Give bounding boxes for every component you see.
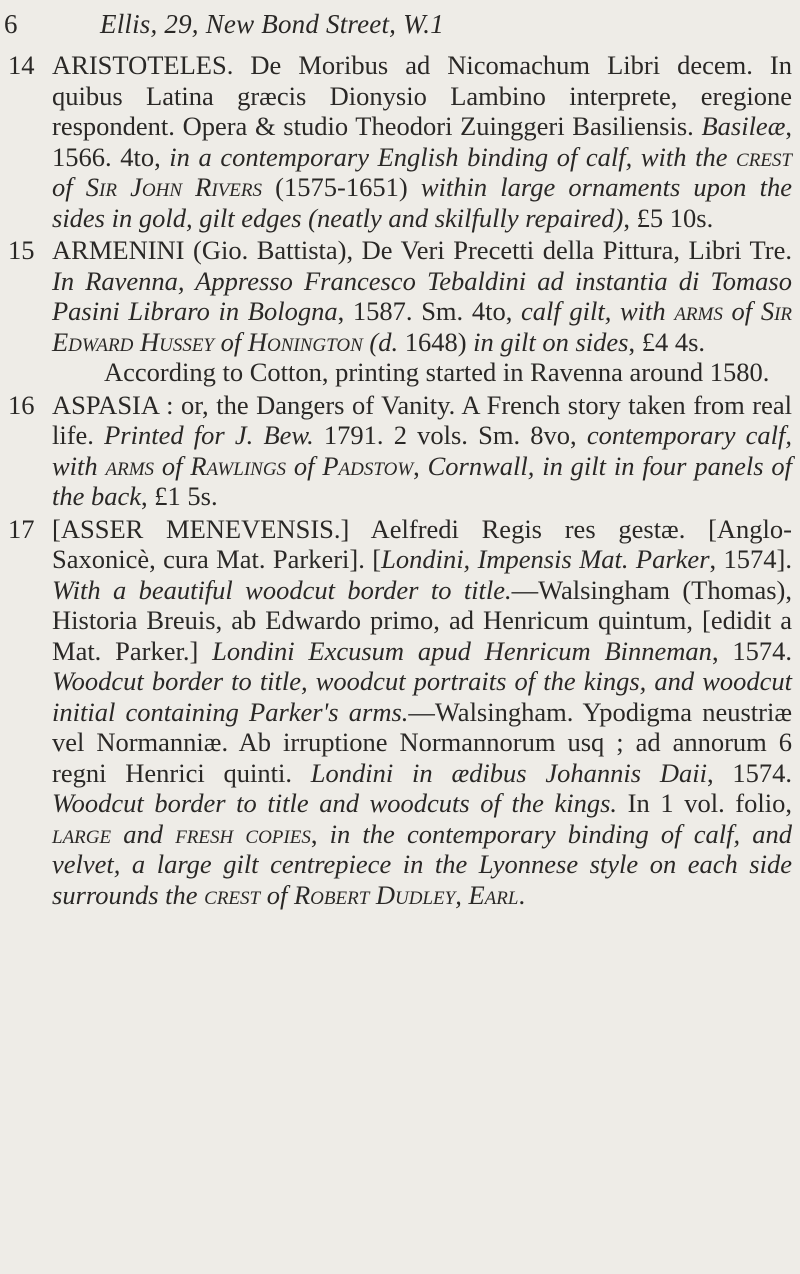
entry-text-segment: within large ornaments upon the sides in gold, gilt edges (neatly and skilfully repaired) bbox=[52, 172, 792, 233]
entry-text-segment: Padstow bbox=[322, 450, 414, 481]
entry-text-segment: Cornwall, in gilt in four panels of the back bbox=[52, 450, 792, 511]
entry-text-segment: Woodcut border to title and woodcuts of the kings. bbox=[52, 788, 618, 818]
entry-text-segment: ARISTOTELES. De Moribus ad Nicomachum Libri decem. In quibus Latina græcis Dionysio Lambino interprete, eregione respondent. Opera & studio Theodori Zuinggeri Basiliensis. bbox=[52, 50, 792, 141]
entry-text-segment: of bbox=[52, 172, 86, 202]
entry-text-segment: of bbox=[214, 326, 248, 357]
entry-number: 17 bbox=[8, 513, 35, 544]
entry-description bbox=[52, 514, 792, 911]
entry-number: 14 bbox=[8, 50, 35, 80]
entry-text-segment: of bbox=[266, 879, 288, 910]
entry-text-segment: arms bbox=[105, 450, 155, 481]
entry-text-segment: Basileæ bbox=[701, 111, 786, 141]
entry-text-segment: contemporary calf, with bbox=[52, 420, 793, 481]
entry-text-segment: Sir Edward Hussey bbox=[52, 296, 792, 357]
catalogue-entry-16 bbox=[0, 390, 792, 512]
page-number: 6 bbox=[4, 9, 18, 39]
entry-text-segment: , 1574. bbox=[706, 757, 793, 788]
catalogue-entry-15 bbox=[0, 235, 792, 388]
page-header bbox=[0, 4, 800, 44]
entry-text-segment: crest bbox=[736, 141, 792, 172]
running-head: Ellis, 29, New Bond Street, W.1 bbox=[100, 9, 444, 39]
entry-text-segment: Honington bbox=[247, 326, 363, 357]
entry-text-segment: . bbox=[518, 879, 526, 910]
entry-text-segment: Londini in ædibus Johannis Daii bbox=[310, 757, 707, 788]
entry-text-segment: ( bbox=[362, 326, 379, 357]
entry-text-segment: Woodcut border to title, woodcut portraits of the kings, and woodcut initial containing Parker's arms. bbox=[52, 666, 792, 727]
entry-text-segment: In Ravenna, Appresso Francesco Tebaldini ad instantia di Tomaso Pasini Libraro in Bologna bbox=[52, 265, 792, 326]
entry-text-segment: ASPASIA : or, the Dangers of Vanity. A French story taken from real life. bbox=[52, 389, 792, 450]
entry-text-segment: Printed for J. Bew. bbox=[104, 420, 314, 450]
entry-text-segment bbox=[287, 880, 294, 910]
entry-text-segment: , £4 4s. bbox=[628, 326, 706, 357]
entry-text-segment: , bbox=[413, 450, 428, 481]
entry-text-segment bbox=[163, 819, 175, 849]
entry-text-segment: of bbox=[154, 450, 191, 481]
entry-text-segment: 1648) bbox=[398, 326, 474, 357]
entry-text-segment: in gilt on sides bbox=[473, 326, 629, 357]
entry-text-segment bbox=[111, 819, 123, 849]
entry-text-segment: , 1566. 4to, bbox=[52, 111, 792, 172]
entry-number: 16 bbox=[8, 389, 35, 420]
entry-text-segment: [ASSER MENEVENSIS.] Aelfredi Regis res gestæ. [Anglo-Saxonicè, cura Mat. Parkeri]. [ bbox=[52, 513, 792, 574]
entry-text-segment bbox=[260, 880, 267, 910]
entry-text-segment: In 1 vol. folio, bbox=[617, 788, 792, 818]
entry-note: According to Cotton, printing started in Ravenna around 1580. bbox=[104, 357, 770, 387]
entry-text-segment: Sir John Rivers bbox=[85, 172, 263, 202]
catalogue-entry-14 bbox=[0, 50, 792, 233]
entry-description bbox=[52, 50, 792, 233]
catalogue-entry-17 bbox=[0, 514, 792, 911]
entry-text-segment: crest bbox=[204, 879, 261, 910]
entry-text-segment: of bbox=[286, 450, 323, 481]
entry-text-segment: of bbox=[722, 296, 761, 326]
entry-description bbox=[52, 390, 792, 512]
entry-text-segment: Londini Excusum apud Henricum Binneman bbox=[212, 635, 712, 666]
entry-text-segment: (1575-1651) bbox=[262, 172, 421, 202]
entry-text-segment: With a beautiful woodcut border to title. bbox=[52, 574, 512, 605]
catalogue-entries bbox=[0, 50, 800, 910]
entry-text-segment: , £1 5s. bbox=[141, 481, 218, 511]
entry-text-segment: fresh copies bbox=[175, 818, 311, 849]
entry-text-segment: Robert Dudley, Earl bbox=[293, 879, 519, 910]
entry-text-segment: Londini, Impensis Mat. Parker bbox=[381, 544, 710, 574]
entry-text-segment: —Walsingham (Thomas), Historia Breuis, ab Edwardo primo, ad Henricum quintum, [edidit a Mat. Parker.] bbox=[52, 574, 792, 666]
entry-text-segment: —Walsingham. Ypodigma neustriæ vel Normanniæ. Ab irruptione Normannorum usq ; ad annorum 6 regni Henrici quinti. bbox=[52, 696, 792, 788]
entry-text-segment: calf gilt, with bbox=[520, 296, 675, 326]
entry-text-segment: and bbox=[123, 818, 164, 849]
entry-text-segment: ARMENINI (Gio. Battista), De Veri Precetti della Pittura, Libri Tre. bbox=[52, 235, 792, 265]
entry-description bbox=[52, 235, 792, 357]
entry-text-segment: in a contemporary English binding of calf, with the bbox=[169, 141, 737, 172]
entry-text-segment: , 1574]. bbox=[709, 544, 792, 574]
entry-text-segment: d. bbox=[378, 326, 399, 357]
entry-text-segment: Rawlings bbox=[190, 450, 287, 481]
entry-text-segment: arms bbox=[674, 296, 723, 326]
entry-text-segment: , £5 10s. bbox=[623, 202, 714, 233]
entry-text-segment: large bbox=[52, 818, 112, 849]
entry-text-segment: 1791. 2 vols. Sm. 8vo, bbox=[313, 420, 587, 450]
entry-text-segment: , bbox=[310, 818, 330, 849]
entry-number: 15 bbox=[8, 235, 35, 265]
entry-text-segment: , 1574. bbox=[711, 635, 793, 666]
entry-text-segment: in the contemporary binding of calf, and velvet, a large gilt centrepiece in the Lyonnese style on each side surrounds the bbox=[52, 818, 792, 910]
entry-text-segment: , 1587. Sm. 4to, bbox=[337, 296, 521, 326]
